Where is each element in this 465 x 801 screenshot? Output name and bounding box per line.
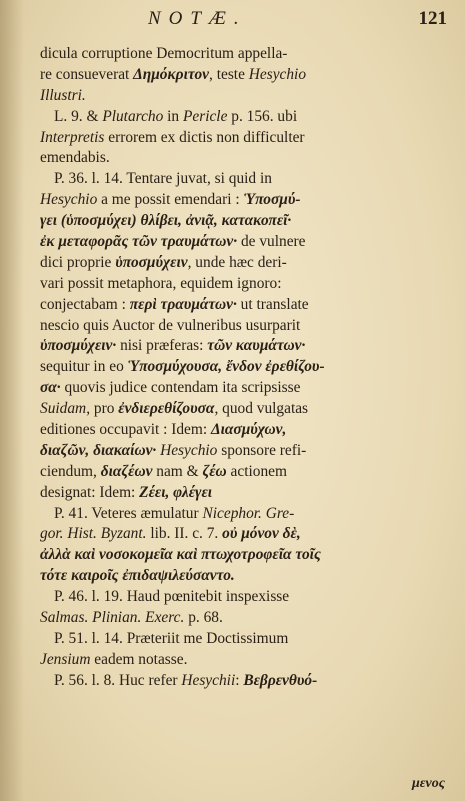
- greek-text: Δημόκριτον: [133, 65, 210, 83]
- greek-text: τῶν καυμάτων·: [207, 337, 306, 355]
- text-line: [40, 211, 450, 232]
- text-line: [40, 504, 450, 525]
- roman-text: in: [163, 107, 183, 125]
- text-line: [40, 86, 450, 107]
- italic-text: Nicephor. Gre-: [202, 504, 295, 522]
- roman-text: p. 68.: [184, 609, 223, 627]
- text-line: [40, 190, 450, 211]
- page-number: 121: [418, 8, 447, 29]
- text-line: [40, 295, 450, 316]
- greek-text: ἀλλὰ καὶ νοσοκομεῖα καὶ πτωχοτροφεῖα τοῖς: [40, 546, 321, 564]
- greek-text: γει (ὑποσμύχει) θλίβει, ἀνιᾷ, κατακοπεῖ·: [40, 212, 292, 230]
- roman-text: vari possit metaphora, equidem ignoro:: [40, 274, 282, 292]
- text-line: [40, 107, 450, 128]
- catchword: μενος: [412, 776, 445, 791]
- roman-text: eadem notasse.: [90, 650, 188, 668]
- roman-text: P. 46. l. 19. Haud pœnitebit inspexisse: [54, 588, 290, 606]
- roman-text: lib. II. c. 7.: [146, 525, 223, 543]
- roman-text: ciendum,: [40, 462, 101, 480]
- text-line: [40, 629, 450, 650]
- text-line: [40, 378, 450, 399]
- text-line: [40, 128, 450, 149]
- roman-text: sponsore refi-: [217, 441, 307, 459]
- text-line: [40, 462, 450, 483]
- greek-text: Ὑποσμύ-: [243, 191, 301, 209]
- greek-text: τότε καιροῖς ἐπιδαψιλεύσαντο.: [40, 567, 235, 585]
- text-line: [40, 545, 450, 566]
- text-line: [40, 336, 450, 357]
- greek-text: ὑποσμύχειν·: [40, 337, 117, 355]
- roman-text: , pro: [86, 400, 119, 418]
- roman-text: actionem: [226, 462, 287, 480]
- roman-text: , quod vulgatas: [214, 400, 309, 418]
- roman-text: de vulnere: [237, 233, 306, 251]
- text-line: [40, 650, 450, 671]
- running-head: NOTÆ.: [148, 8, 247, 29]
- roman-text: P. 41. Veteres æmulatur: [54, 504, 203, 522]
- text-line: [40, 274, 450, 295]
- greek-text: ζέω: [202, 462, 227, 480]
- roman-text: P. 36. l. 14. Tentare juvat, si quid in: [54, 170, 272, 188]
- roman-text: errorem ex dictis non difficulter: [104, 128, 305, 146]
- italic-text: Salmas. Plinian. Exerc.: [40, 609, 185, 627]
- roman-text: P. 56. l. 8. Huc refer: [54, 671, 182, 689]
- italic-text: gor. Hist. Byzant.: [40, 525, 147, 543]
- italic-text: Hesychio: [248, 65, 307, 83]
- roman-text: P. 51. l. 14. Præteriit me Doctissimum: [54, 629, 289, 647]
- text-line: [40, 483, 450, 504]
- text-line: [40, 65, 450, 86]
- italic-text: Hesychio: [160, 441, 218, 459]
- italic-text: Jensium: [40, 650, 91, 668]
- greek-text: Ὑποσμύχουσα, ἔνδον ἐρεθίζου-: [127, 358, 325, 376]
- text-line: [40, 420, 450, 441]
- greek-text: περὶ τραυμάτων·: [129, 295, 237, 313]
- italic-text: Illustri.: [40, 86, 86, 104]
- body-text: [40, 44, 450, 692]
- text-line: [40, 524, 450, 545]
- page-gutter-shadow: [0, 0, 24, 801]
- text-line: [40, 399, 450, 420]
- roman-text: , unde hæc deri-: [187, 253, 287, 271]
- roman-text: conjectabam :: [40, 295, 130, 313]
- roman-text: sequitur in eo: [40, 358, 128, 376]
- text-line: [40, 587, 450, 608]
- greek-text: ἐκ μεταφορᾶς τῶν τραυμάτων·: [40, 233, 238, 251]
- italic-text: Interpretis: [40, 128, 105, 146]
- greek-text: οὐ μόνον δὲ,: [222, 525, 301, 543]
- roman-text: nisi præferas:: [116, 337, 208, 355]
- text-line: [40, 253, 450, 274]
- roman-text: nam &: [152, 462, 203, 480]
- text-line: [40, 671, 450, 692]
- roman-text: editiones occupavit : Idem:: [40, 421, 211, 439]
- roman-text: a me possit emendari :: [97, 191, 244, 209]
- italic-text: Plutarcho: [102, 107, 164, 125]
- greek-text: σα·: [40, 379, 61, 397]
- greek-text: διαζέων: [100, 462, 153, 480]
- roman-text: re consueverat: [40, 65, 134, 83]
- text-line: [40, 232, 450, 253]
- italic-text: Hesychii: [181, 671, 236, 689]
- roman-text: quovis judice contendam ita scripsisse: [60, 379, 301, 397]
- greek-text: ἐνδιερεθίζουσα: [118, 400, 215, 418]
- text-line: [40, 566, 450, 587]
- roman-text: :: [235, 671, 244, 689]
- roman-text: p. 156. ubi: [227, 107, 298, 125]
- text-line: [40, 441, 450, 462]
- greek-text: Διασμύχων,: [210, 421, 287, 439]
- roman-text: nescio quis Auctor de vulneribus usurparit: [40, 316, 301, 334]
- italic-text: Pericle: [182, 107, 228, 125]
- roman-text: emendabis.: [40, 149, 110, 167]
- italic-text: Hesychio: [40, 191, 98, 209]
- roman-text: designat: Idem:: [40, 483, 140, 501]
- roman-text: , teste: [209, 65, 249, 83]
- text-line: [40, 148, 450, 169]
- text-line: [40, 316, 450, 337]
- text-line: [40, 44, 450, 65]
- greek-text: διαζῶν, διακαίων·: [40, 441, 157, 459]
- greek-text: Ζέει, φλέγει: [139, 483, 213, 501]
- text-line: [40, 608, 450, 629]
- page-header: [40, 8, 447, 38]
- roman-text: ut translate: [236, 295, 309, 313]
- greek-text: Βεβρενθυό-: [243, 671, 318, 689]
- text-line: [40, 169, 450, 190]
- greek-text: ὑποσμύχειν: [115, 253, 188, 271]
- text-line: [40, 357, 450, 378]
- roman-text: dici proprie: [40, 253, 116, 271]
- roman-text: L. 9. &: [54, 107, 103, 125]
- roman-text: dicula corruptione Democritum appella-: [40, 45, 288, 62]
- italic-text: Suidam: [40, 400, 87, 418]
